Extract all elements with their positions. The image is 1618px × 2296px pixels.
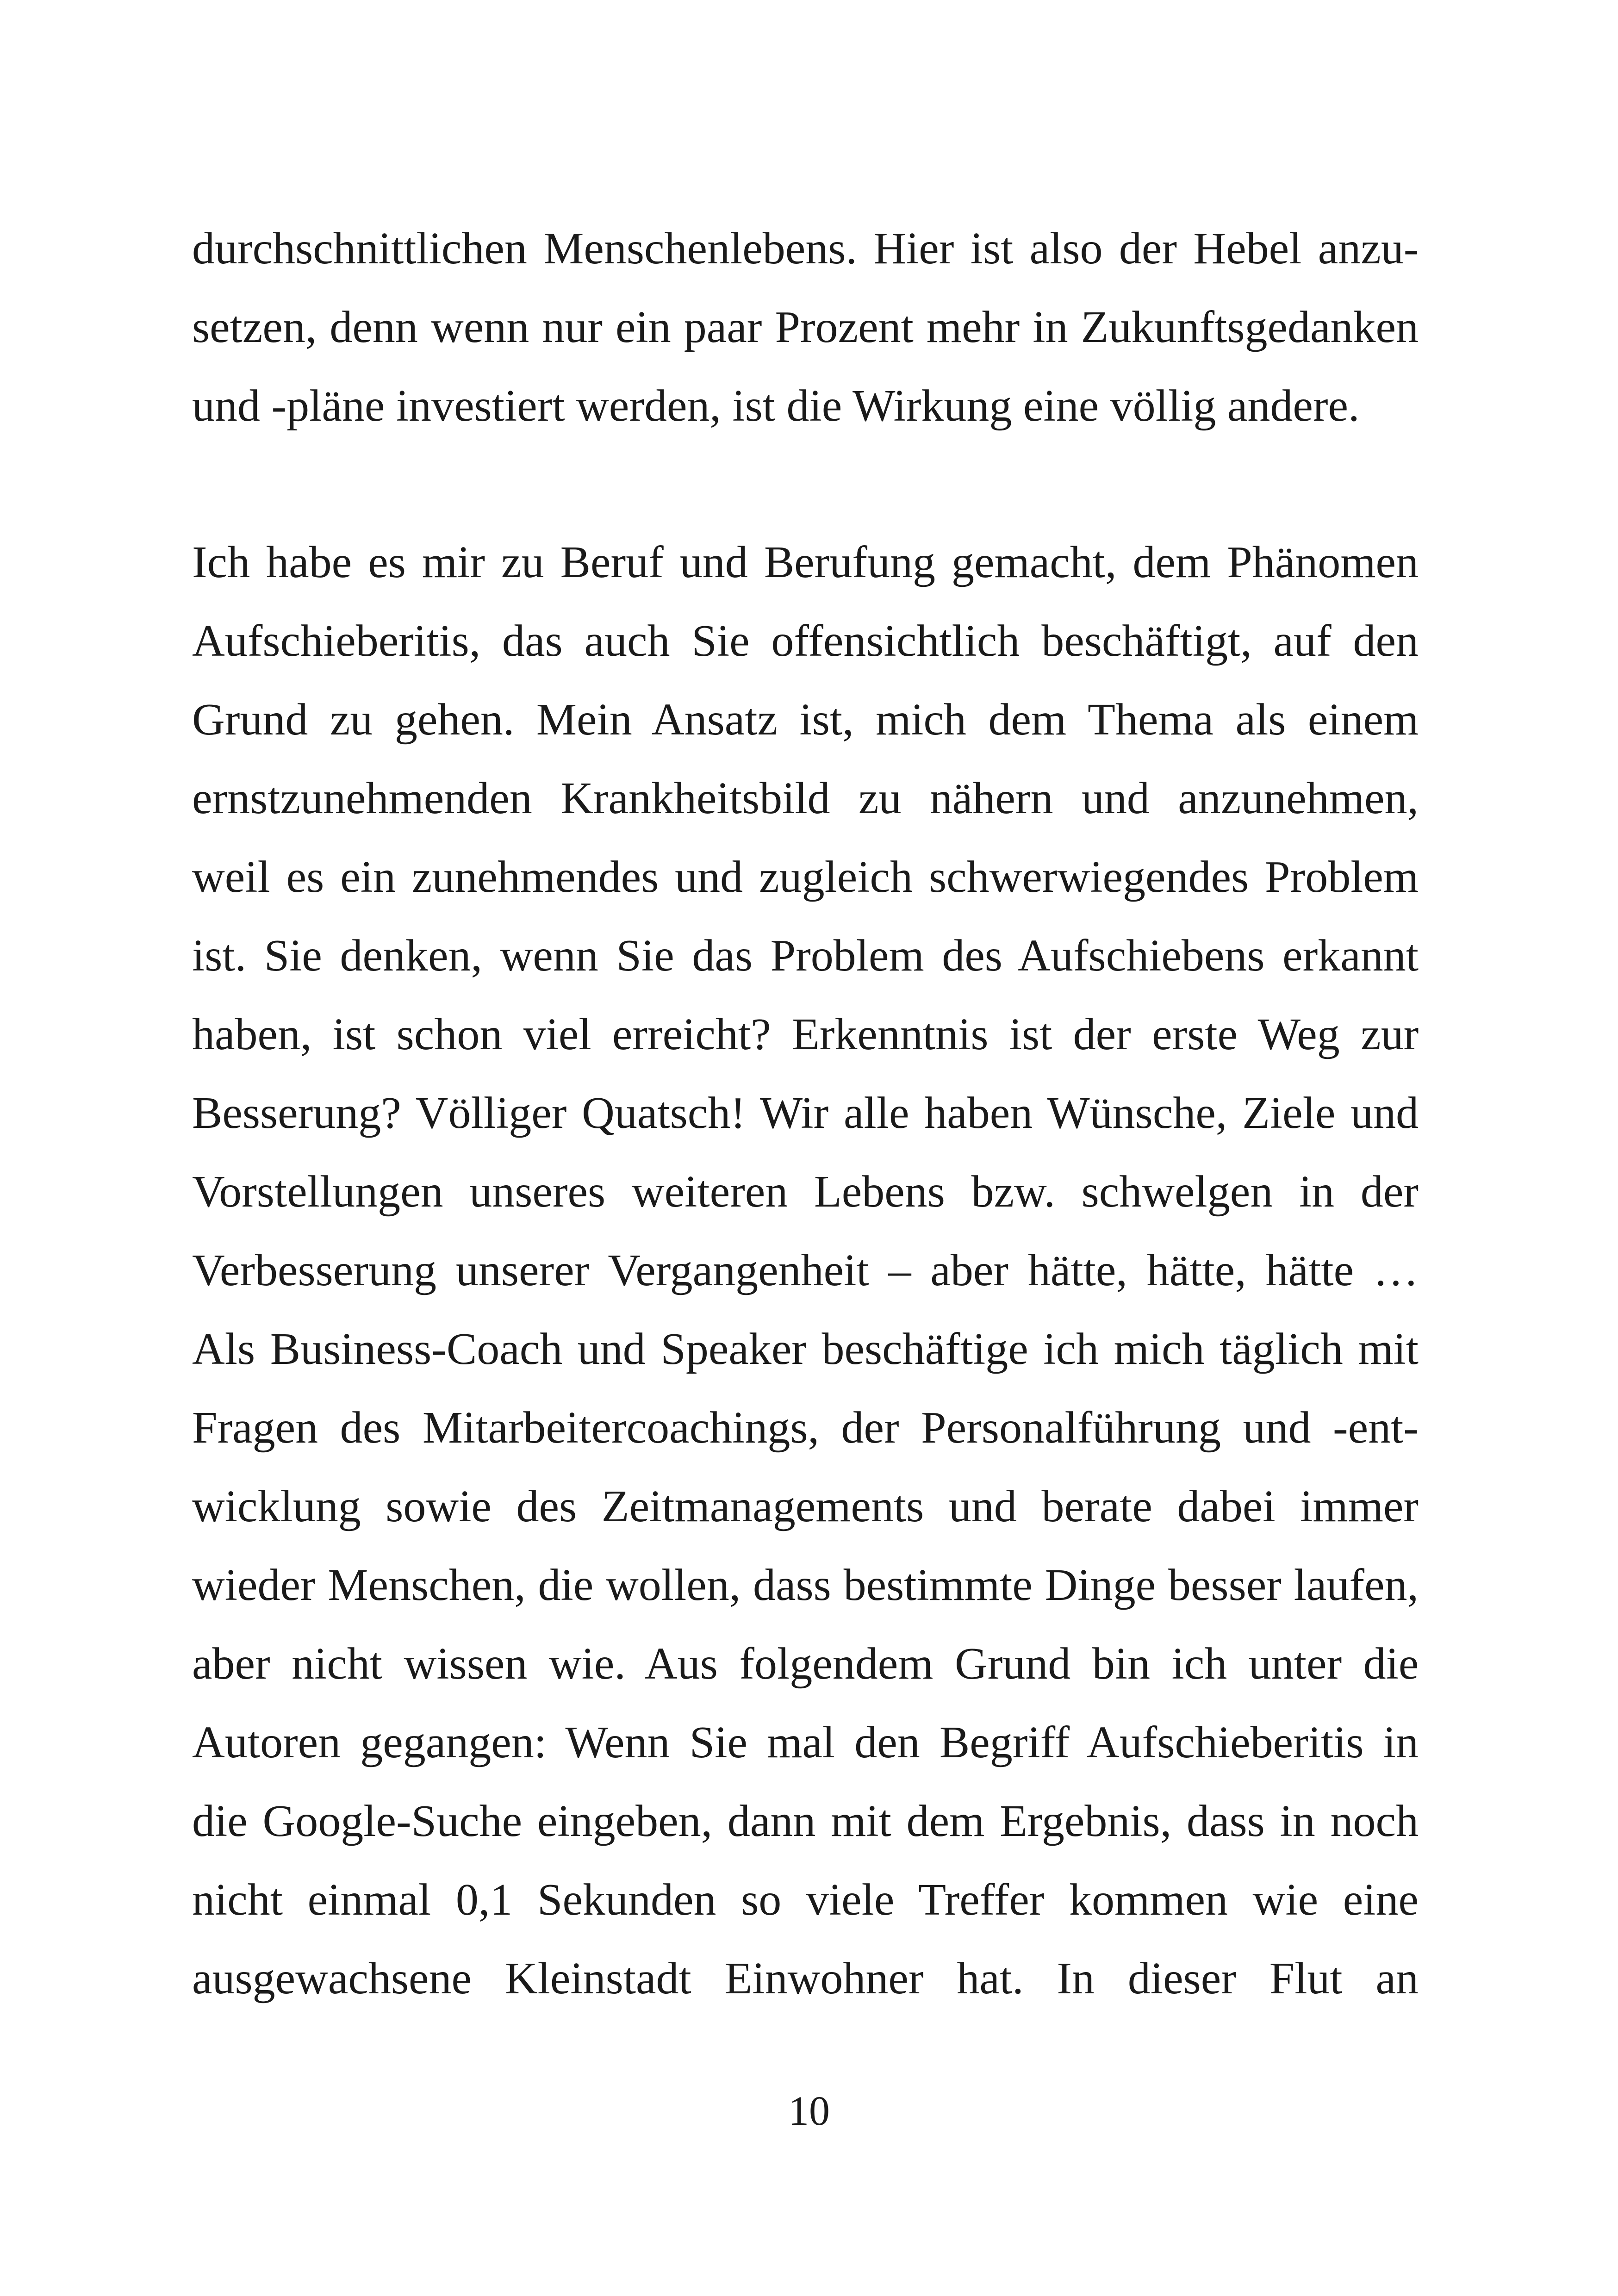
text-line: die Google-Suche eingeben, dann mit dem Ergebnis, dass in noch — [192, 1796, 1419, 1846]
paragraph-1 — [192, 209, 1419, 445]
text-line: Grund zu gehen. Mein Ansatz ist, mich dem Thema als einem — [192, 695, 1419, 745]
text-line: durchschnittlichen Menschenlebens. Hier ist also der Hebel anzu- — [192, 224, 1419, 274]
text-line: Besserung? Völliger Quatsch! Wir alle haben Wünsche, Ziele und — [192, 1088, 1419, 1138]
text-line: nicht einmal 0,1 Sekunden so viele Treffer kommen wie eine — [192, 1875, 1419, 1925]
text-line: ausgewachsene Kleinstadt Einwohner hat. In dieser Flut an — [192, 1954, 1419, 2004]
text-line: aber nicht wissen wie. Aus folgendem Grund bin ich unter die — [192, 1639, 1419, 1689]
text-line: wicklung sowie des Zeitmanagements und berate dabei immer — [192, 1481, 1419, 1531]
text-line: haben, ist schon viel erreicht? Erkenntnis ist der erste Weg zur — [192, 1009, 1419, 1059]
text-line: ernstzunehmenden Krankheitsbild zu nähern und anzunehmen, — [192, 773, 1419, 823]
page-number: 10 — [788, 2088, 830, 2134]
paragraph-2 — [192, 523, 1419, 2018]
text-line: Autoren gegangen: Wenn Sie mal den Begriff Aufschieberitis in — [192, 1717, 1419, 1767]
text-line: Verbesserung unserer Vergangenheit – aber hätte, hätte, hätte … — [192, 1245, 1419, 1295]
text-line: wieder Menschen, die wollen, dass bestimmte Dinge besser laufen, — [192, 1560, 1419, 1610]
text-line: ist. Sie denken, wenn Sie das Problem des Aufschiebens erkannt — [192, 931, 1419, 981]
text-line: setzen, denn wenn nur ein paar Prozent mehr in Zukunftsgedanken — [192, 302, 1419, 352]
text-line: Fragen des Mitarbeitercoachings, der Personalführung und -ent- — [192, 1403, 1419, 1453]
text-line: Aufschieberitis, das auch Sie offensichtlich beschäftigt, auf den — [192, 616, 1419, 666]
text-line: Als Business-Coach und Speaker beschäftige ich mich täglich mit — [192, 1324, 1419, 1374]
text-line: Vorstellungen unseres weiteren Lebens bzw. schwelgen in der — [192, 1167, 1419, 1217]
text-line: weil es ein zunehmendes und zugleich schwerwiegendes Problem — [192, 852, 1419, 902]
text-line: Ich habe es mir zu Beruf und Berufung gemacht, dem Phänomen — [192, 537, 1419, 587]
text-line: und -pläne investiert werden, ist die Wirkung eine völlig andere. — [192, 381, 1360, 431]
